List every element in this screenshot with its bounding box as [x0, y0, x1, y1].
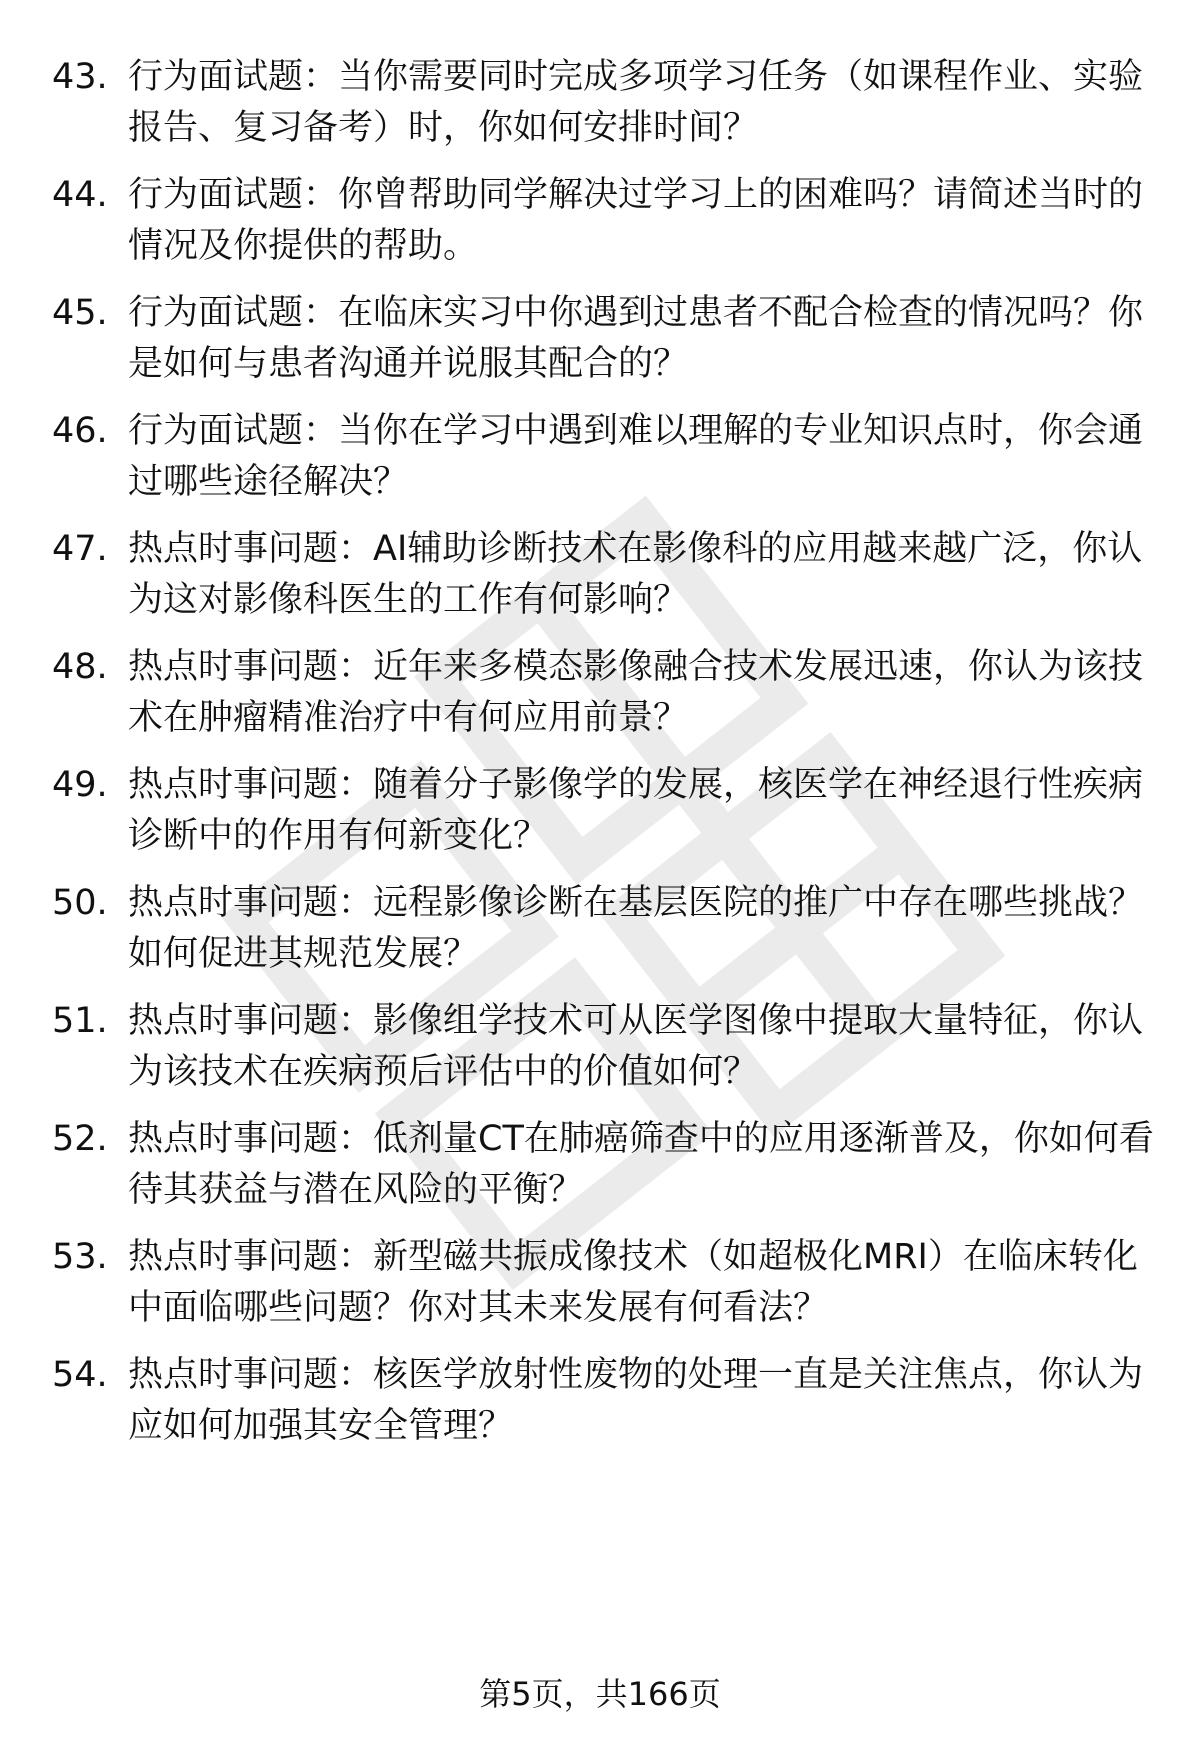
question-text: 热点时事问题：随着分子影像学的发展，核医学在神经退行性疾病诊断中的作用有何新变化？ — [128, 765, 1144, 856]
question-text: 热点时事问题：AI辅助诊断技术在影像科的应用越来越广泛，你认为这对影像科医生的工作有何影响？ — [128, 529, 1143, 620]
question-item — [52, 1350, 1162, 1452]
question-number: 43. — [52, 57, 108, 97]
question-number: 50. — [52, 883, 108, 923]
question-number: 46. — [52, 411, 108, 451]
question-item — [52, 1114, 1162, 1216]
question-item — [52, 760, 1162, 862]
question-item — [52, 288, 1162, 390]
question-text: 行为面试题：当你在学习中遇到难以理解的专业知识点时，你会通过哪些途径解决？ — [128, 411, 1144, 502]
question-item — [52, 406, 1162, 508]
question-number: 48. — [52, 647, 108, 687]
question-number: 51. — [52, 1001, 108, 1041]
question-number: 44. — [52, 175, 108, 215]
question-text: 行为面试题：当你需要同时完成多项学习任务（如课程作业、实验报告、复习备考）时，你如何安排时间？ — [128, 57, 1144, 148]
question-number: 52. — [52, 1119, 108, 1159]
question-item — [52, 170, 1162, 272]
question-text: 行为面试题：你曾帮助同学解决过学习上的困难吗？请简述当时的情况及你提供的帮助。 — [128, 175, 1144, 266]
question-number: 45. — [52, 293, 108, 333]
question-text: 热点时事问题：核医学放射性废物的处理一直是关注焦点，你认为应如何加强其安全管理？ — [128, 1355, 1144, 1446]
question-number: 53. — [52, 1237, 108, 1277]
question-text: 热点时事问题：低剂量CT在肺癌筛查中的应用逐渐普及，你如何看待其获益与潜在风险的平衡？ — [128, 1119, 1154, 1210]
question-text: 热点时事问题：新型磁共振成像技术（如超极化MRI）在临床转化中面临哪些问题？你对其未来发展有何看法？ — [128, 1237, 1138, 1328]
question-item — [52, 52, 1162, 154]
page-number: 第5页，共166页 — [479, 1675, 721, 1713]
question-text: 热点时事问题：远程影像诊断在基层医院的推广中存在哪些挑战？如何促进其规范发展？ — [128, 883, 1144, 974]
question-item — [52, 642, 1162, 744]
question-text: 热点时事问题：影像组学技术可从医学图像中提取大量特征，你认为该技术在疾病预后评估中的价值如何？ — [128, 1001, 1144, 1092]
question-text: 行为面试题：在临床实习中你遇到过患者不配合检查的情况吗？你是如何与患者沟通并说服其配合的？ — [128, 293, 1144, 384]
question-item — [52, 996, 1162, 1098]
question-item — [52, 524, 1162, 626]
question-item — [52, 1232, 1162, 1334]
question-number: 49. — [52, 765, 108, 805]
question-number: 54. — [52, 1355, 108, 1395]
question-number: 47. — [52, 529, 108, 569]
question-text: 热点时事问题：近年来多模态影像融合技术发展迅速，你认为该技术在肿瘤精准治疗中有何应用前景？ — [128, 647, 1144, 738]
question-item — [52, 878, 1162, 980]
